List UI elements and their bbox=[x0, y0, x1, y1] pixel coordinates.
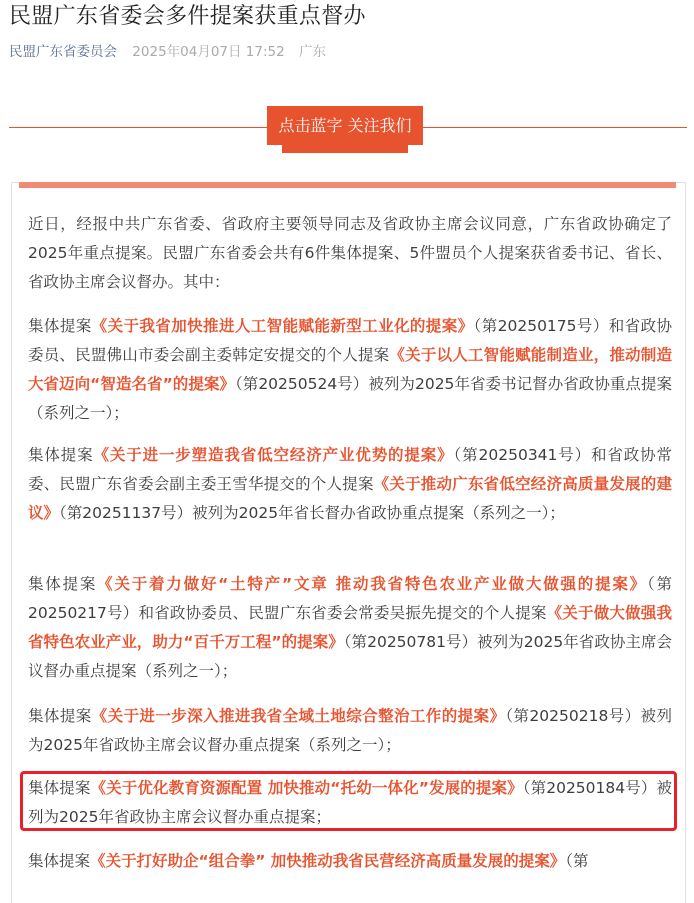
paragraph-proposal-agriculture bbox=[28, 570, 672, 686]
paragraph-text: （第20250524号）被列为2025年省委书记督办省政协重点提案（系列之一）； bbox=[28, 375, 673, 422]
publish-location: 广东 bbox=[299, 44, 327, 60]
paragraph-text: 近日，经报中共广东省委、省政府主要领导同志及省政协主席会议同意，广东省政协确定了2025年重点提案。民盟广东省委会共有6件集体提案、5件盟员个人提案获省委书记、省长、省政协主席会议督办。其中： bbox=[28, 215, 672, 291]
paragraph-text: 集体提案 bbox=[28, 575, 98, 593]
paragraph-text: 集体提案 bbox=[28, 317, 92, 335]
paragraph-text: （第20250175号）和省政协委员、民盟佛山市委会副主委韩定安提交的个人提案 bbox=[28, 317, 672, 364]
paragraph-text: 集体提案 bbox=[28, 446, 94, 464]
paragraph-text: （第20250341号）和省政协常委、民盟广东省委会副主委王雪华提交的个人提案 bbox=[28, 446, 672, 493]
proposal-title: 《关于进一步塑造我省低空经济产业优势的提案》 bbox=[93, 446, 454, 464]
paragraph-text: （第20250781号）被列为2025年省政协主席会议督办重点提案（系列之一）； bbox=[28, 633, 672, 680]
proposal-title: 《关于以人工智能赋能制造业，推动制造大省迈向“智造名省”的提案》 bbox=[28, 346, 672, 393]
paragraph-text: 集体提案 bbox=[28, 852, 91, 870]
paragraph-text: （第20251137号）被列为2025年省长督办省政协重点提案（系列之一）； bbox=[59, 504, 565, 522]
proposal-title: 《关于优化教育资源配置 加快推动“托幼一体化”发展的提案》 bbox=[90, 779, 523, 797]
paragraph-proposal-low-altitude bbox=[28, 441, 672, 528]
highlight-annotation-box bbox=[20, 771, 677, 831]
content-frame-topbar bbox=[19, 182, 676, 188]
paragraph-text: （第 bbox=[565, 852, 589, 870]
account-name-link[interactable]: 民盟广东省委员会 bbox=[9, 44, 117, 60]
paragraph-proposal-land bbox=[28, 702, 672, 760]
paragraph-proposal-ai bbox=[28, 312, 672, 428]
follow-banner-tab bbox=[282, 145, 408, 153]
divider-left bbox=[9, 127, 267, 128]
paragraph-text: （第20250184号）被列为2025年省政协主席会议督办重点提案； bbox=[28, 779, 672, 826]
proposal-title: 《关于推动广东省低空经济高质量发展的建议》 bbox=[28, 475, 672, 522]
divider-right bbox=[423, 127, 687, 128]
proposal-title: 《关于我省加快推进人工智能赋能新型工业化的提案》 bbox=[91, 317, 474, 335]
proposal-title: 《关于打好助企“组合拳” 加快推动我省民营经济高质量发展的提案》 bbox=[90, 852, 566, 870]
paragraph-text: （第20250217号）和省政协委员、民盟广东省委会常委吴振先提交的个人提案 bbox=[28, 575, 672, 622]
paragraph-text: 集体提案 bbox=[28, 779, 91, 797]
paragraph-text: 集体提案 bbox=[28, 707, 92, 725]
proposal-title: 《关于做大做强我省特色农业产业，助力“百千万工程”的提案》 bbox=[28, 604, 672, 651]
proposal-title: 《关于进一步深入推进我省全域土地综合整治工作的提案》 bbox=[91, 707, 506, 725]
paragraph-proposal-private-economy bbox=[28, 847, 672, 876]
article-title: 民盟广东省委会多件提案获重点督办 bbox=[9, 4, 366, 29]
follow-us-button[interactable]: 点击蓝字 关注我们 bbox=[267, 106, 423, 145]
publish-date: 2025年04月07日 17:52 bbox=[132, 44, 285, 60]
proposal-title: 《关于着力做好“土特产”文章 推动我省特色农业产业做大做强的提案》 bbox=[97, 575, 647, 593]
paragraph-intro bbox=[28, 210, 672, 297]
article-meta bbox=[9, 42, 326, 62]
paragraph-text: （第20250218号）被列为2025年省政协主席会议督办重点提案（系列之一）； bbox=[28, 707, 672, 754]
